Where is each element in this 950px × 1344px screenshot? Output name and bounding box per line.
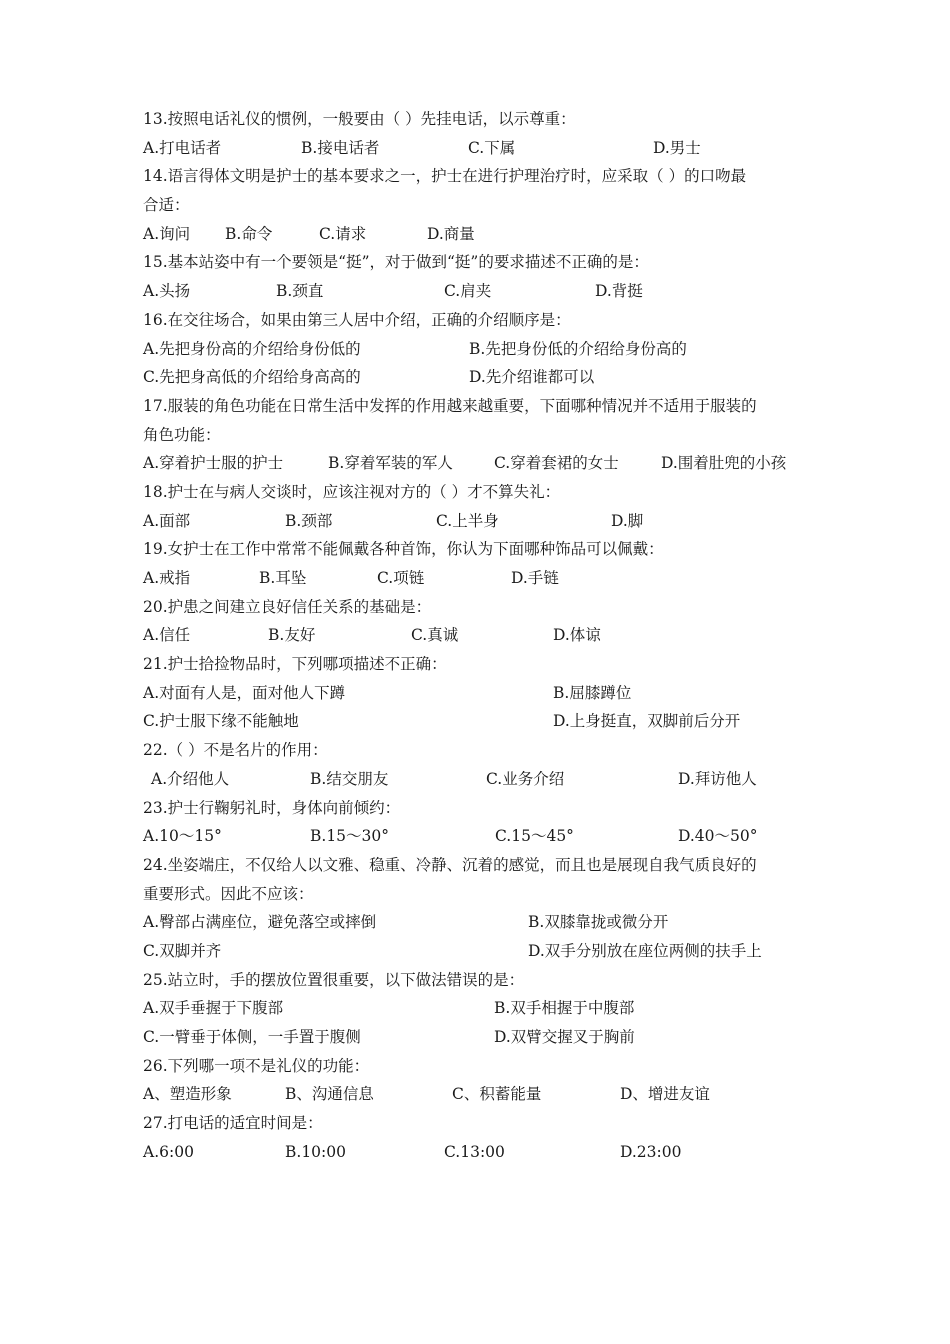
question-21: [143, 650, 823, 736]
option-row: [143, 908, 823, 937]
option-a: A.面部: [143, 511, 191, 530]
option-row: [143, 937, 823, 966]
question-sheet: [143, 105, 823, 1166]
option-a: A.臀部占满座位，避免落空或摔倒: [143, 913, 377, 932]
option-b: B.颈部: [285, 511, 333, 530]
option-b: B.穿着军装的军人: [328, 454, 453, 473]
option-a: A.询问: [143, 224, 191, 243]
option-a: A.信任: [143, 626, 191, 645]
question-20: [143, 593, 823, 650]
option-d: D.双臂交握叉于胸前: [494, 1028, 635, 1046]
option-row: [143, 679, 823, 708]
question-16: [143, 306, 823, 392]
question-17: [143, 392, 823, 478]
option-row: [143, 363, 823, 392]
question-stem: 13.按照电话礼仪的惯例，一般要由（ ）先挂电话，以示尊重：: [143, 110, 576, 128]
option-c: C.护士服下缘不能触地: [143, 712, 299, 731]
option-row: [143, 621, 823, 650]
option-c: C.上半身: [436, 511, 499, 530]
option-c: C.先把身高低的介绍给身高高的: [143, 368, 361, 387]
question-stem: 21.护士拾捡物品时，下列哪项描述不正确：: [143, 655, 447, 674]
question-stem: 19.女护士在工作中常常不能佩戴各种首饰，你认为下面哪种饰品可以佩戴：: [143, 540, 664, 559]
option-c: C.项链: [377, 569, 425, 587]
option-b: B.双膝靠拢或微分开: [528, 913, 669, 932]
option-row: [143, 335, 823, 364]
question-stem-continued: 重要形式。因此不应该：: [143, 884, 314, 903]
option-a: A、塑造形象: [143, 1085, 232, 1104]
option-d: D.男士: [653, 138, 701, 157]
option-d: D.脚: [611, 511, 644, 530]
option-c: C.13:00: [444, 1142, 505, 1161]
option-b: B.10:00: [285, 1142, 346, 1161]
option-row: [143, 134, 823, 163]
option-d: D.40～50°: [678, 827, 758, 846]
option-b: B.颈直: [276, 282, 324, 301]
option-c: C.双脚并齐: [143, 941, 222, 960]
option-b: B.先把身份低的介绍给身份高的: [469, 339, 687, 358]
option-c: C.业务介绍: [486, 769, 565, 788]
option-row: [143, 1138, 823, 1167]
option-a: A.介绍他人: [151, 769, 230, 788]
option-c: C.穿着套裙的女士: [494, 454, 619, 473]
option-c: C.肩夹: [444, 282, 492, 301]
option-d: D.围着肚兜的小孩: [661, 454, 787, 473]
option-a: A.6:00: [143, 1142, 194, 1161]
option-d: D、增进友谊: [620, 1085, 710, 1104]
question-stem: 15.基本站姿中有一个要领是“挺”，对于做到“挺”的要求描述不正确的是：: [143, 253, 649, 272]
question-stem: 14.语言得体文明是护士的基本要求之一，护士在进行护理治疗时，应采取（ ）的口吻最: [143, 167, 747, 186]
option-b: B.结交朋友: [310, 769, 389, 788]
option-d: D.手链: [511, 569, 559, 587]
option-a: A.10～15°: [143, 827, 222, 846]
option-c: C.15～45°: [495, 827, 574, 846]
option-b: B.耳坠: [259, 569, 307, 587]
question-stem: 18.护士在与病人交谈时，应该注视对方的（ ）才不算失礼：: [143, 482, 561, 501]
question-stem: 25.站立时，手的摆放位置很重要，以下做法错误的是：: [143, 970, 525, 989]
option-c: C.下属: [468, 138, 516, 157]
question-27: [143, 1109, 823, 1166]
question-25: [143, 966, 823, 1052]
option-row: [143, 564, 823, 593]
question-22: [143, 736, 823, 793]
option-row: [143, 1080, 823, 1109]
option-row: [143, 707, 823, 736]
option-a: A.先把身份高的介绍给身份低的: [143, 339, 361, 358]
question-stem: 17.服装的角色功能在日常生活中发挥的作用越来越重要，下面哪种情况并不适用于服装的: [143, 396, 757, 415]
option-a: A.穿着护士服的护士: [143, 454, 284, 473]
question-24: [143, 851, 823, 966]
question-19: [143, 535, 823, 592]
option-d: D.商量: [427, 224, 475, 243]
question-stem: 24.坐姿端庄，不仅给人以文雅、稳重、冷静、沉着的感觉，而且也是展现自我气质良好的: [143, 855, 757, 874]
option-row: [143, 277, 823, 306]
question-stem-continued: 合适：: [143, 196, 190, 215]
option-d: D.先介绍谁都可以: [469, 368, 595, 387]
option-a: A.戒指: [143, 569, 191, 587]
option-d: D.拜访他人: [678, 769, 757, 788]
option-c: C.真诚: [411, 626, 459, 645]
option-a: A.头扬: [143, 282, 191, 301]
option-row: [143, 994, 823, 1023]
option-row: [143, 1023, 823, 1052]
option-b: B.接电话者: [301, 138, 380, 157]
question-stem: 23.护士行鞠躬礼时，身体向前倾约：: [143, 798, 401, 817]
option-c: C.请求: [319, 224, 367, 243]
option-b: B.屈膝蹲位: [553, 683, 632, 702]
question-stem-continued: 角色功能：: [143, 425, 221, 444]
option-c: C.一臂垂于体侧，一手置于腹侧: [143, 1028, 361, 1046]
option-b: B.命令: [225, 224, 273, 243]
option-d: D.背挺: [595, 282, 643, 301]
question-23: [143, 794, 823, 851]
option-a: A.打电话者: [143, 138, 222, 157]
option-b: B、沟通信息: [285, 1085, 374, 1104]
question-stem: 16.在交往场合，如果由第三人居中介绍，正确的介绍顺序是：: [143, 310, 571, 329]
option-b: B.友好: [268, 626, 316, 645]
question-stem: 20.护患之间建立良好信任关系的基础是：: [143, 597, 432, 616]
option-b: B.15～30°: [310, 827, 390, 846]
question-stem: 22.（ ）不是名片的作用：: [143, 741, 328, 760]
question-stem: 26.下列哪一项不是礼仪的功能：: [143, 1056, 370, 1075]
option-c: C、积蓄能量: [452, 1085, 542, 1104]
question-18: [143, 478, 823, 535]
option-d: D.体谅: [553, 626, 601, 645]
option-a: A.对面有人是，面对他人下蹲: [143, 683, 346, 702]
question-13: [143, 105, 823, 162]
question-26: [143, 1052, 823, 1109]
option-d: D.双手分别放在座位两侧的扶手上: [528, 941, 762, 960]
option-row: [143, 765, 823, 794]
option-row: [143, 220, 823, 249]
question-14: [143, 162, 823, 248]
question-stem: 27.打电话的适宜时间是：: [143, 1114, 323, 1133]
option-b: B.双手相握于中腹部: [494, 999, 635, 1018]
option-a: A.双手垂握于下腹部: [143, 999, 284, 1018]
option-row: [143, 449, 823, 478]
question-15: [143, 248, 823, 305]
option-d: D.23:00: [620, 1142, 682, 1161]
option-row: [143, 822, 823, 851]
option-row: [143, 507, 823, 536]
option-d: D.上身挺直，双脚前后分开: [553, 712, 741, 731]
